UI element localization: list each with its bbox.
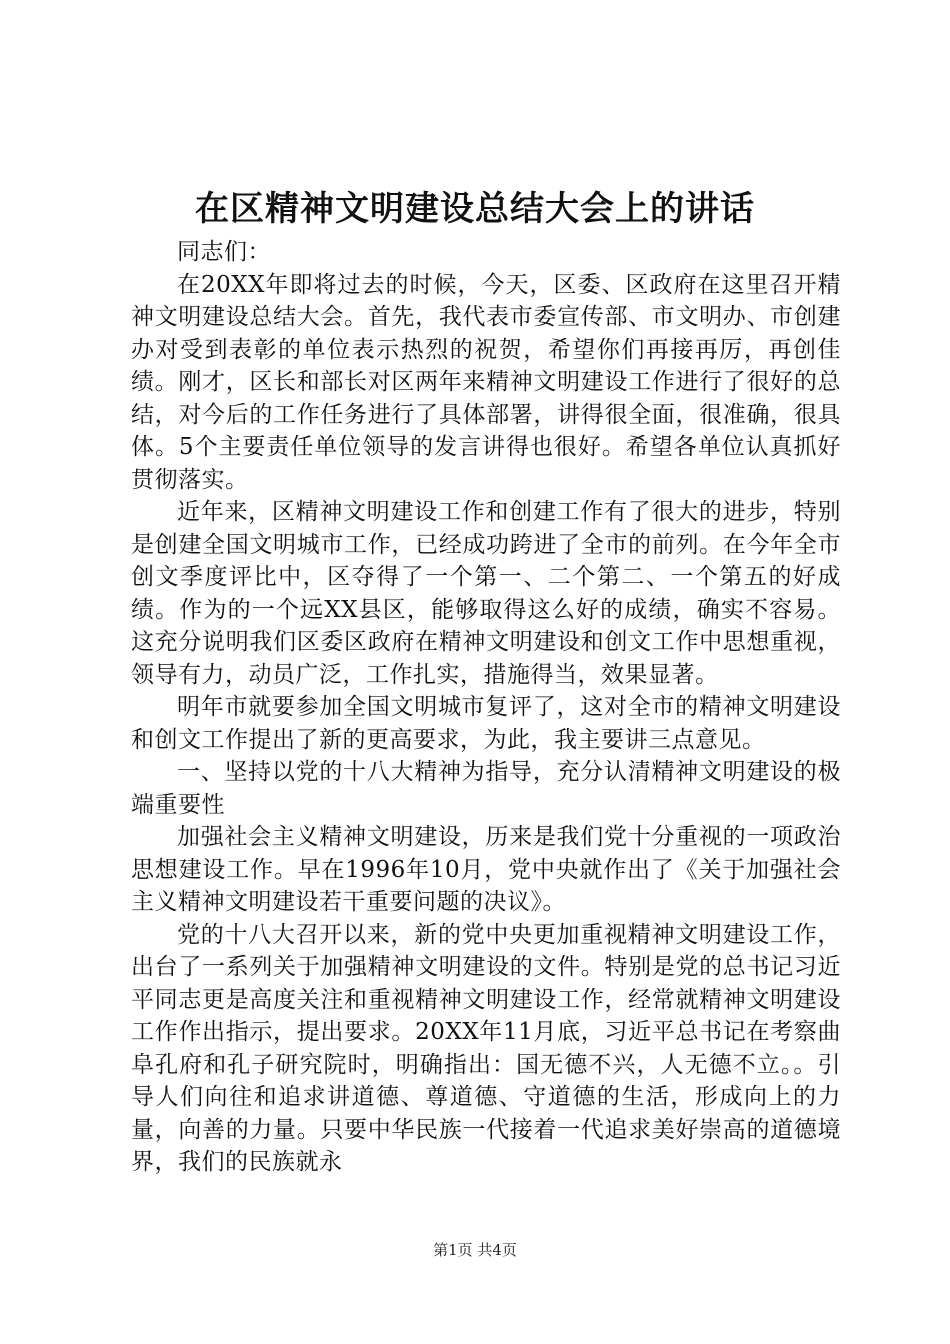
paragraph-three-points: 明年市就要参加全国文明城市复评了，这对全市的精神文明建设和创文工作提出了新的更高要求，为此，我主要讲三点意见。: [131, 694, 841, 753]
paragraph-eighteenth-congress: 党的十八大召开以来，新的党中央更加重视精神文明建设工作，出台了一系列关于加强精神文明建设的文件。特别是党的总书记习近平同志更是高度关注和重视精神文明建设工作，经常就精神文明建设工作作出指示，提出要求。20XX年11月底，习近平总书记在考察曲阜孔府和孔子研究院时，明确指出：国无德不兴，人无德不立。。引导人们向往和追求讲道德、尊道德、守道德的生活，形成向上的力量，向善的力量。只要中华民族一代接着一代追求美好崇高的道德境界，我们的民族就永: [131, 921, 841, 1175]
paragraph-history: 加强社会主义精神文明建设，历来是我们党十分重视的一项政治思想建设工作。早在1996年10月，党中央就作出了《关于加强社会主义精神文明建设若干重要问题的决议》。: [131, 824, 841, 915]
document-title: 在区精神文明建设总结大会上的讲话: [195, 189, 755, 229]
paragraph-achievements: 近年来，区精神文明建设工作和创建工作有了很大的进步，特别是创建全国文明城市工作，已经成功跨进了全市的前列。在今年全市创文季度评比中，区夺得了一个第一、二个第二、一个第五的好成绩。作为的一个远XX县区，能够取得这么好的成绩，确实不容易。这充分说明我们区委区政府在精神文明建设和创文工作中思想重视，领导有力，动员广泛，工作扎实，措施得当，效果显著。: [131, 499, 841, 688]
section-heading-one: 一、坚持以党的十八大精神为指导，充分认清精神文明建设的极端重要性: [131, 759, 841, 818]
page-number-footer: 第1页 共4页: [433, 1241, 517, 1259]
document-body: [131, 236, 841, 1179]
paragraph-salutation: 同志们：: [177, 239, 271, 265]
paragraph-opening: 在20XX年即将过去的时候，今天，区委、区政府在这里召开精神文明建设总结大会。首先，我代表市委宣传部、市文明办、市创建办对受到表彰的单位表示热烈的祝贺，希望你们再接再厉，再创佳绩。刚才，区长和部长对区两年来精神文明建设工作进行了很好的总结，对今后的工作任务进行了具体部署，讲得很全面，很准确，很具体。5个主要责任单位领导的发言讲得也很好。希望各单位认真抓好贯彻落实。: [131, 271, 841, 493]
